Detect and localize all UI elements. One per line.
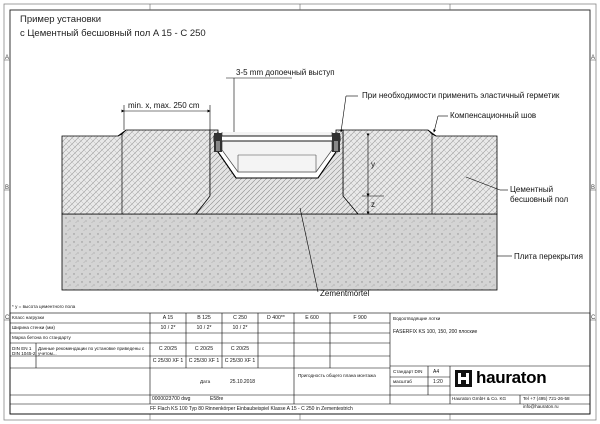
tb-mortar-label: Марка бетона по стандарту: [12, 335, 71, 340]
callout-mortar: Zementmörtel: [320, 289, 370, 298]
tb-din-label: DIN EN 1 DIN 1045-2: [12, 346, 36, 356]
tb-dim-c250: 10 / 2*: [232, 325, 248, 331]
tb-scale: 1:20: [433, 379, 443, 385]
screed-left: [62, 130, 210, 214]
tb-notes: Данные рекомендации по установке приведены с учетом...: [38, 346, 145, 356]
margin-letter: B: [591, 185, 596, 191]
tb-class-f900: F 900: [353, 315, 367, 321]
tb-dim-b125: 10 / 2*: [196, 325, 212, 331]
floor-slab: [62, 214, 497, 290]
tb-footer: FF Flach KS 100 Typ 80 Rinnenkörper Einbaubeispiel Klasse A 15 - C 250 in Zementestrich: [150, 406, 353, 412]
tb-email: info@hauraton.ru: [523, 404, 559, 409]
callout-sealant: При необходимости применить эластичный герметик: [362, 91, 560, 100]
callout-joint: Компенсационный шов: [450, 111, 537, 120]
tb-class-e600: E 600: [305, 315, 319, 321]
tb-product-label: Водоотводящие лотки: [393, 316, 441, 321]
tb-exposure-a15: C 25/30 XF 1: [152, 358, 184, 364]
tb-instr-label: Пригодность общего плана монтажа: [298, 373, 376, 378]
hauraton-logo-icon: [455, 370, 472, 387]
tb-exposure-c250: C 25/30 XF 1: [224, 358, 256, 364]
drawing-title-line1: Пример установки: [20, 14, 102, 25]
tb-date-label: Дата: [200, 379, 211, 384]
grate: [214, 136, 340, 141]
dim-z-label: z: [371, 200, 375, 209]
callout-floor: Цементный: [510, 185, 554, 194]
brand-logo: hauraton: [476, 368, 547, 387]
callout-proud: 3-5 mm допоечный выступ: [236, 68, 335, 77]
tb-class-d400: D 400**: [267, 315, 285, 321]
tb-wall-label: Ширина стенки (мм): [12, 325, 55, 330]
tb-product: FASERFIX KS 100, 150, 200 плоские: [393, 329, 478, 335]
drawing-title-line2: с Цементный бесшовный пол A 15 - C 250: [20, 28, 206, 39]
tb-dim-a15: 10 / 2*: [160, 325, 176, 331]
tb-date: 25.10.2018: [230, 379, 256, 385]
margin-letter: B: [5, 185, 10, 191]
callout-floor-2: бесшовный пол: [510, 195, 569, 204]
tb-address: Hauraton GmbH & Co. KG: [452, 396, 507, 401]
callout-min-max: min. x, max. 250 cm: [128, 101, 200, 110]
dim-y-label: y: [371, 160, 375, 169]
tb-concrete-b125: C 20/25: [194, 346, 214, 352]
tb-class-b125: B 125: [197, 315, 211, 321]
tb-concrete-c250: C 20/25: [230, 346, 250, 352]
tb-concrete-a15: C 20/25: [158, 346, 178, 352]
screed-right: [343, 130, 497, 214]
tb-scale-label: масштаб: [393, 379, 412, 384]
tb-edited: E58re: [210, 396, 224, 402]
tb-class-c250: C 250: [233, 315, 247, 321]
margin-letter: A: [5, 55, 10, 61]
tb-class-label: Класс нагрузки: [12, 315, 45, 320]
callout-slab: Плита перекрытия: [514, 252, 583, 261]
margin-letter: C: [591, 315, 596, 321]
tb-phone: Tel +7 (495) 721-26-58: [523, 396, 570, 401]
margin-letter: C: [5, 315, 10, 321]
margin-letter: A: [591, 55, 596, 61]
tb-class-a15: A 15: [162, 315, 174, 321]
tb-exposure-b125: C 25/30 XF 1: [188, 358, 220, 364]
tb-drawing-no: 0000023700 dwg: [152, 396, 191, 402]
tb-format-label: Стандарт DIN: [393, 369, 423, 374]
footnote: * y = высота цементного пола: [12, 304, 76, 309]
tb-format: A4: [433, 369, 440, 375]
